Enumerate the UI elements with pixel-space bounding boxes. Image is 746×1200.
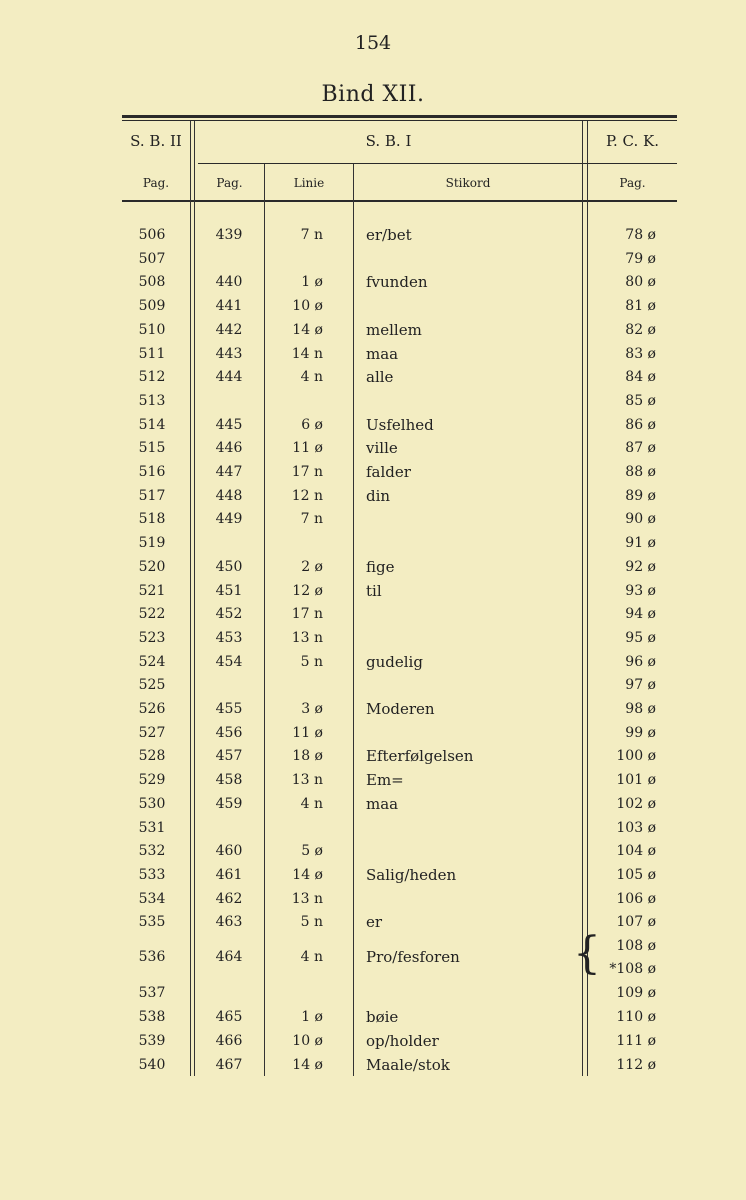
row-stikord: Efterfølgelsen (366, 747, 474, 766)
subheader-rule (122, 200, 677, 202)
row-stikord: din (366, 486, 391, 505)
row-pck: 86 ø (625, 416, 656, 433)
row-sb1: 466 (215, 1032, 243, 1049)
divider-left-b (194, 121, 195, 1076)
top-rule (122, 115, 677, 118)
row-sb1: 452 (215, 606, 243, 623)
row-linie: 5 n (300, 914, 323, 931)
row-sb1: 451 (215, 582, 243, 599)
row-sb2: 534 (138, 890, 166, 907)
subheader-pag-left: Pag. (142, 176, 170, 190)
row-sb2: 521 (138, 582, 166, 599)
row-sb1: 448 (215, 487, 243, 504)
row-linie: 14 ø (292, 1056, 323, 1073)
row-linie: 4 n (300, 795, 323, 812)
row-sb2: 537 (138, 985, 166, 1002)
row-pck: 88 ø (625, 464, 656, 480)
row-sb2: 538 (138, 1009, 166, 1026)
row-sb2: 526 (138, 701, 166, 717)
row-linie: 14 ø (292, 866, 323, 883)
row-pck: 104 ø (616, 843, 656, 860)
row-pck: 112 ø (616, 1056, 656, 1073)
row-stikord: til (366, 581, 382, 600)
row-pck: 84 ø (625, 369, 656, 386)
row-pck: 80 ø (625, 274, 656, 291)
row-linie: 13 n (291, 629, 323, 646)
row-stikord: Pro/fesforen (366, 948, 460, 966)
row-stikord: er/bet (366, 226, 412, 244)
row-sb2: 522 (138, 606, 166, 623)
row-sb1: 464 (215, 949, 243, 965)
header-sb2: S. B. II (130, 132, 182, 150)
row-pck: 95 ø (625, 629, 656, 646)
row-linie: 13 n (291, 890, 323, 907)
row-pck: 85 ø (625, 392, 656, 409)
row-sb1: 446 (215, 440, 243, 457)
row-sb2: 527 (138, 724, 166, 741)
row-sb2: 535 (138, 914, 166, 931)
row-sb2: 540 (138, 1056, 166, 1073)
row-sb1: 443 (215, 345, 243, 362)
row-sb1: 465 (215, 1009, 243, 1026)
row-linie: 2 ø (301, 558, 323, 575)
row-pck: 105 ø (616, 866, 656, 883)
row-sb1: 445 (215, 416, 243, 433)
row-linie: 5 ø (301, 843, 323, 860)
row-stikord: op/holder (366, 1031, 439, 1050)
row-sb2: 523 (138, 629, 166, 646)
row-pck: 103 ø (616, 819, 656, 836)
row-linie: 13 n (291, 772, 323, 789)
row-pck: 81 ø (625, 298, 656, 315)
row-sb2: 507 (138, 250, 166, 267)
row-stikord: fvunden (366, 273, 428, 292)
row-sb1: 454 (215, 653, 243, 670)
row-stikord: mellem (366, 320, 422, 339)
row-linie: 7 n (300, 511, 323, 528)
row-linie: 1 ø (301, 1009, 323, 1026)
row-pck: 83 ø (625, 345, 656, 362)
row-linie: 17 n (291, 464, 323, 480)
row-sb2: 539 (138, 1032, 166, 1049)
row-pck: 106 ø (616, 890, 656, 907)
top-rule-thin (122, 120, 677, 121)
row-pck: 99 ø (625, 724, 656, 741)
row-stikord: falder (366, 463, 411, 481)
row-pck: 78 ø (625, 227, 656, 243)
row-pck: 82 ø (625, 321, 656, 338)
row-pck: 101 ø (616, 772, 656, 789)
row-sb2: 520 (138, 558, 166, 575)
brace-mark: { (573, 928, 601, 979)
row-sb2: 513 (138, 392, 166, 409)
row-linie: 10 ø (292, 298, 323, 315)
row-sb1: 439 (215, 227, 243, 243)
row-sb2: 529 (138, 772, 166, 789)
row-sb1: 460 (215, 843, 243, 860)
row-pck: 92 ø (625, 558, 656, 575)
row-sb1: 455 (215, 701, 243, 717)
row-sb2: 514 (138, 416, 166, 433)
section-title: Bind XII. (321, 82, 425, 107)
subheader-stikord: Stikord (445, 176, 491, 190)
row-pck: 93 ø (625, 582, 656, 599)
row-sb2: 524 (138, 653, 166, 670)
row-sb1: 450 (215, 558, 243, 575)
header-pck: P. C. K. (605, 132, 660, 150)
row-sb1: 458 (215, 772, 243, 789)
row-pck: 91 ø (625, 535, 656, 552)
row-linie: 5 n (300, 653, 323, 670)
row-linie: 10 ø (292, 1032, 323, 1049)
row-pck: 102 ø (616, 795, 656, 812)
row-sb2: 515 (138, 440, 166, 457)
page-number: 154 (354, 32, 392, 54)
row-sb2: 508 (138, 274, 166, 291)
row-pck: 89 ø (625, 487, 656, 504)
row-linie: 18 ø (292, 748, 323, 765)
row-sb2: 532 (138, 843, 166, 860)
row-pck-extra: *108 ø (609, 961, 656, 977)
row-sb1: 456 (215, 724, 243, 741)
group-header-rule (198, 163, 677, 164)
row-stikord: maa (366, 794, 399, 813)
divider-left-a (190, 121, 191, 1076)
row-sb1: 442 (215, 321, 243, 338)
row-sb2: 511 (138, 345, 166, 362)
row-pck: 111 ø (616, 1032, 656, 1049)
row-sb2: 517 (138, 487, 166, 504)
row-sb1: 457 (215, 748, 243, 765)
row-sb2: 531 (138, 819, 166, 836)
row-sb1: 462 (215, 890, 243, 907)
row-pck: 110 ø (616, 1009, 656, 1026)
header-sb1: S. B. I (365, 132, 412, 150)
row-stikord: Em= (366, 771, 404, 790)
row-linie: 4 n (300, 369, 323, 386)
row-sb2: 510 (138, 321, 166, 338)
row-sb2: 506 (138, 227, 166, 243)
row-sb2: 518 (138, 511, 166, 528)
row-stikord: er (366, 913, 383, 932)
row-stikord: fige (366, 557, 395, 576)
row-linie: 6 ø (301, 416, 323, 433)
row-sb1: 444 (215, 369, 243, 386)
row-stikord: bøie (366, 1008, 399, 1027)
row-pck: 90 ø (625, 511, 656, 528)
row-sb2: 516 (138, 464, 166, 480)
row-sb1: 449 (215, 511, 243, 528)
row-pck: 108 ø (616, 938, 656, 954)
divider-linie (264, 164, 265, 1076)
row-stikord: Salig/heden (366, 865, 457, 884)
row-sb1: 453 (215, 629, 243, 646)
row-stikord: gudelig (366, 652, 423, 671)
row-sb1: 461 (215, 866, 243, 883)
row-pck: 97 ø (625, 677, 656, 694)
subheader-pag-right: Pag. (619, 176, 646, 190)
row-linie: 14 n (291, 345, 323, 362)
row-sb2: 530 (138, 795, 166, 812)
row-sb2: 536 (138, 949, 166, 965)
row-sb1: 467 (215, 1056, 243, 1073)
row-linie: 11 ø (292, 724, 323, 741)
row-linie: 12 ø (292, 582, 323, 599)
row-sb2: 528 (138, 748, 166, 765)
row-stikord: Usfelhed (366, 415, 434, 434)
row-stikord: alle (366, 368, 394, 387)
row-sb1: 440 (215, 274, 243, 291)
row-linie: 1 ø (301, 274, 323, 291)
row-sb2: 533 (138, 866, 166, 883)
row-pck: 98 ø (625, 701, 656, 717)
divider-stikord (353, 164, 354, 1076)
row-linie: 3 ø (301, 701, 323, 717)
row-pck: 87 ø (625, 440, 656, 457)
row-stikord: Maale/stok (366, 1055, 450, 1074)
row-linie: 7 n (300, 227, 323, 243)
row-stikord: ville (366, 439, 398, 458)
row-sb2: 525 (138, 677, 166, 694)
row-sb2: 512 (138, 369, 166, 386)
row-linie: 17 n (291, 606, 323, 623)
row-pck: 100 ø (616, 748, 656, 765)
row-pck: 107 ø (616, 914, 656, 931)
row-linie: 12 n (291, 487, 323, 504)
row-linie: 4 n (300, 949, 323, 965)
row-pck: 96 ø (625, 653, 656, 670)
row-pck: 94 ø (625, 606, 656, 623)
row-stikord: maa (366, 344, 399, 363)
row-pck: 79 ø (625, 250, 656, 267)
row-linie: 14 ø (292, 321, 323, 338)
row-sb1: 441 (215, 298, 243, 315)
row-sb2: 509 (138, 298, 166, 315)
row-stikord: Moderen (366, 700, 435, 718)
row-sb2: 519 (138, 535, 166, 552)
subheader-linie: Linie (293, 176, 325, 190)
row-linie: 11 ø (292, 440, 323, 457)
subheader-pag-mid: Pag. (216, 176, 243, 190)
row-sb1: 459 (215, 795, 243, 812)
row-pck: 109 ø (616, 985, 656, 1002)
row-sb1: 447 (215, 464, 243, 480)
row-sb1: 463 (215, 914, 243, 931)
